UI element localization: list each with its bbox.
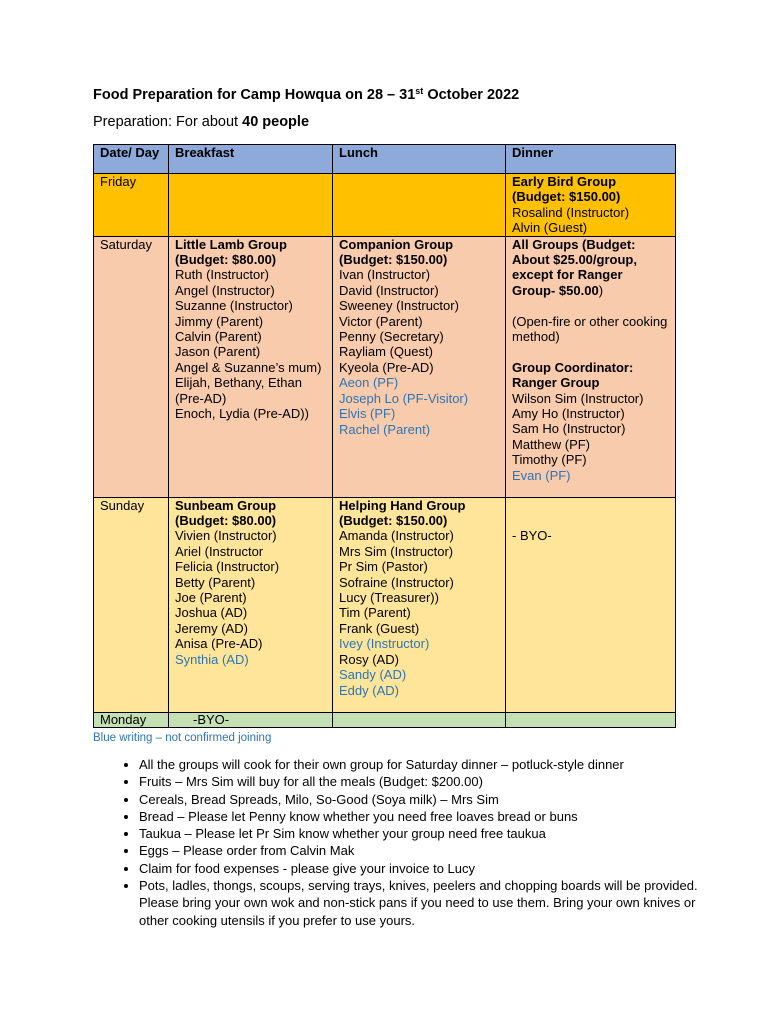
member: Anisa (Pre-AD): [175, 636, 263, 652]
member: Mrs Sim (Instructor): [339, 543, 454, 559]
list-item: • Taukua – Please let Pr Sim know whether your group need free taukua: [139, 825, 699, 842]
saturday-row: [94, 236, 676, 497]
member-unconfirmed: Evan (PF): [512, 467, 571, 483]
member: Amanda (Instructor): [339, 528, 454, 544]
member: Jason (Parent): [175, 344, 261, 360]
member: Kyeola (Pre-AD): [339, 359, 434, 375]
member-unconfirmed: Rachel (Parent): [339, 421, 431, 437]
schedule-table: [93, 144, 676, 728]
title-main: Food Preparation for Camp Howqua on 28 – 31: [93, 87, 416, 103]
member-unconfirmed: Aeon (PF): [339, 375, 399, 391]
monday-row: [94, 712, 676, 727]
sunday-day: Sunday: [94, 497, 169, 712]
member: David (Instructor): [339, 282, 439, 298]
member: Ruth (Instructor): [175, 267, 269, 283]
title-superscript: st: [415, 86, 424, 96]
header-row: [94, 145, 676, 174]
member: Felicia (Instructor): [175, 559, 280, 575]
member: Calvin (Parent): [175, 329, 262, 345]
group-title: All Groups (Budget: About $25.00/group, except for Ranger Group- $50.00: [512, 236, 637, 298]
list-item: • Eggs – Please order from Calvin Mak: [139, 842, 699, 859]
member: Rosalind (Instructor): [512, 204, 630, 220]
saturday-day: Saturday: [94, 236, 169, 497]
member-unconfirmed: Ivey (Instructor): [339, 636, 430, 652]
friday-breakfast: [169, 174, 333, 237]
member-unconfirmed: Joseph Lo (PF-Visitor): [339, 390, 469, 406]
member-unconfirmed: Elvis (PF): [339, 406, 396, 422]
group-budget: (Budget: $150.00): [339, 513, 448, 529]
member: Elijah, Bethany, Ethan (Pre-AD): [175, 375, 302, 406]
list-item: • Cereals, Bread Spreads, Milo, So-Good (Soya milk) – Mrs Sim: [139, 791, 699, 808]
monday-lunch: [333, 712, 506, 727]
byo-label: -BYO-: [193, 711, 230, 727]
member: Jeremy (AD): [175, 620, 248, 636]
member: Betty (Parent): [175, 574, 256, 590]
member: Matthew (PF): [512, 436, 591, 452]
list-item: • All the groups will cook for their own group for Saturday dinner – potluck-style dinner: [139, 756, 699, 773]
friday-row: [94, 174, 676, 237]
member: Rayliam (Quest): [339, 344, 433, 360]
preparation-line: [93, 114, 309, 130]
member: Jimmy (Parent): [175, 313, 264, 329]
list-item: • Claim for food expenses - please give your invoice to Lucy: [139, 860, 699, 877]
coordinator-title: Group Coordinator: Ranger Group: [512, 359, 634, 391]
saturday-lunch: [333, 236, 506, 497]
list-item: • Pots, ladles, thongs, scoups, serving trays, knives, peelers and chopping boards will be provided. Please bring your own wok and non-stick pans if you need to use them. Bring your own knives or other cooking utensils if you prefer to use yours.: [139, 877, 699, 929]
header-day: Date/ Day: [94, 145, 169, 174]
member: Sam Ho (Instructor): [512, 421, 626, 437]
monday-breakfast: [169, 712, 333, 727]
monday-dinner: [506, 712, 676, 727]
preparation-count: 40 people: [242, 114, 310, 130]
member: Tim (Parent): [339, 605, 411, 621]
member: Timothy (PF): [512, 452, 587, 468]
member: Vivien (Instructor): [175, 528, 277, 544]
header-lunch: Lunch: [333, 145, 506, 174]
member: Amy Ho (Instructor): [512, 406, 625, 422]
unconfirmed-note: Blue writing – not confirmed joining: [93, 732, 272, 744]
member: Penny (Secretary): [339, 329, 444, 345]
group-title: Helping Hand Group: [339, 497, 466, 513]
preparation-prefix: Preparation: For about: [93, 114, 243, 130]
friday-dinner: [506, 174, 676, 237]
monday-day: Monday: [94, 712, 169, 727]
list-item: • Fruits – Mrs Sim will buy for all the meals (Budget: $200.00): [139, 773, 699, 790]
title-rest: October 2022: [423, 87, 520, 103]
document-title: [93, 87, 519, 103]
sunday-breakfast: [169, 497, 333, 712]
member: Victor (Parent): [339, 313, 423, 329]
saturday-dinner: [506, 236, 676, 497]
header-dinner: Dinner: [506, 145, 676, 174]
sunday-lunch: [333, 497, 506, 712]
friday-day: Friday: [94, 174, 169, 237]
member: Sofraine (Instructor): [339, 574, 454, 590]
sunday-row: [94, 497, 676, 712]
member-unconfirmed: Sandy (AD): [339, 667, 407, 683]
group-title: Early Bird Group: [512, 174, 617, 189]
member-unconfirmed: Synthia (AD): [175, 651, 249, 667]
member: Lucy (Treasurer)): [339, 590, 439, 606]
dinner-note: (Open-fire or other cooking method): [512, 313, 668, 345]
notes-list: [113, 756, 699, 929]
member: Rosy (AD): [339, 651, 399, 667]
member: Ivan (Instructor): [339, 267, 431, 283]
member: Angel & Suzanne’s mum): [175, 359, 322, 375]
member: Alvin (Guest): [512, 220, 588, 236]
spacer: [512, 344, 669, 359]
member: Joshua (AD): [175, 605, 248, 621]
member: Joe (Parent): [175, 590, 247, 606]
sunday-dinner: [506, 497, 676, 712]
spacer: [512, 298, 669, 313]
saturday-breakfast: [169, 236, 333, 497]
member: Ariel (Instructor: [175, 543, 264, 559]
group-budget: (Budget: $80.00): [175, 513, 277, 529]
member: Suzanne (Instructor): [175, 298, 293, 314]
member-unconfirmed: Eddy (AD): [339, 682, 399, 698]
group-budget: (Budget: $150.00): [339, 252, 448, 268]
group-budget: (Budget: $80.00): [175, 252, 277, 268]
member: Angel (Instructor): [175, 282, 275, 298]
friday-lunch: [333, 174, 506, 237]
group-title: Sunbeam Group: [175, 497, 277, 513]
group-budget: (Budget: $150.00): [512, 189, 621, 205]
byo-label: - BYO-: [512, 527, 552, 543]
header-breakfast: Breakfast: [169, 145, 333, 174]
group-title: Companion Group: [339, 236, 454, 252]
group-title: Little Lamb Group: [175, 236, 287, 252]
list-item: • Bread – Please let Penny know whether you need free loaves bread or buns: [139, 808, 699, 825]
member: Wilson Sim (Instructor): [512, 390, 644, 406]
group-title-end: ): [598, 282, 604, 298]
member: Frank (Guest): [339, 620, 420, 636]
member: Sweeney (Instructor): [339, 298, 459, 314]
member: Enoch, Lydia (Pre-AD)): [175, 406, 309, 422]
member: Pr Sim (Pastor): [339, 559, 428, 575]
